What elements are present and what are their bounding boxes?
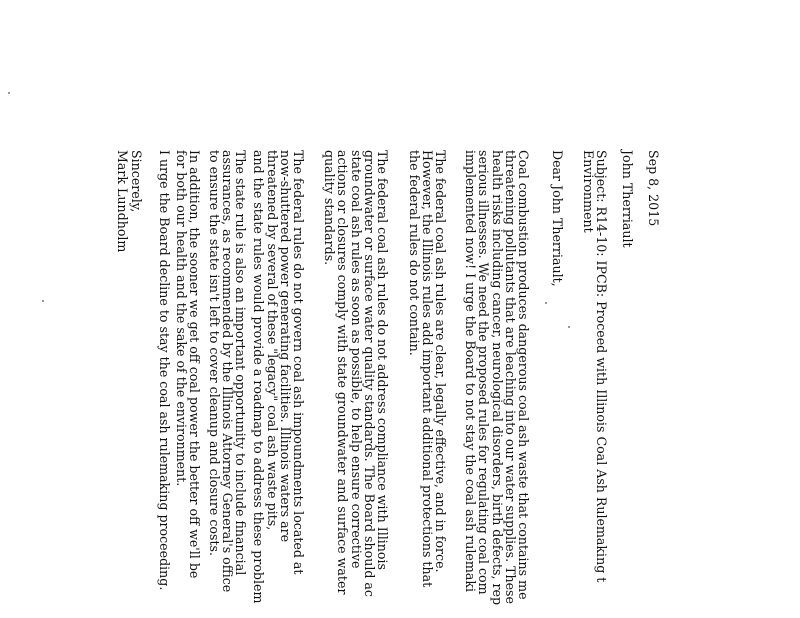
- paragraph-line: quality standards.: [322, 150, 338, 266]
- letter-subject: Subject: R14-10: IPCB: Proceed with Illinois Coal Ash Rulemaking t: [594, 150, 609, 583]
- paragraph-line: the federal rules do not contain.: [406, 150, 422, 356]
- paragraph-line: health risks including cancer, neurological disorders, birth defects, rep: [489, 150, 505, 606]
- paragraph-line: The state rule is also an important opportunity to include financial: [233, 150, 248, 576]
- letter-body: [100, 150, 660, 618]
- paragraph-line: Coal combustion produces dangerous coal ash waste that contains me: [516, 150, 531, 600]
- paragraph-line: for both our health and the sake of the environment.: [173, 150, 189, 487]
- paragraph-line: threatening pollutants that are leaching into our water supplies. These: [502, 150, 518, 604]
- scan-speck: [8, 92, 10, 94]
- paragraph-line: implemented now! I urge the Board to not stay the coal ash rulemaki: [463, 150, 479, 592]
- paragraph-line: The federal coal ash rules are clear, legally effective, and in force.: [433, 150, 448, 573]
- paragraph-line: actions or closures comply with state groundwater and surface water: [335, 150, 351, 595]
- paragraph-line: serious illnesses. We need the proposed rules for regulating coal com: [476, 150, 492, 595]
- letter-subject-continued: Environment: [581, 150, 596, 233]
- paragraph-line: state coal ash rules as soon as possible, to help ensure corrective: [348, 150, 364, 569]
- letter-date: Sep 8, 2015: [646, 150, 661, 227]
- scan-speck: [42, 300, 44, 302]
- paragraph-line: In addition, the sooner we get off coal power the better off we'll be: [187, 150, 202, 579]
- paragraph-groundwater: [323, 150, 389, 597]
- paragraph-line: to ensure the state isn't left to cover cleanup and closure costs.: [206, 150, 222, 556]
- paragraph-line: The federal coal ash rules do not address compliance with Illinois: [375, 150, 390, 570]
- paragraph-line: However, the Illinois rules add important additional protections that: [419, 150, 435, 588]
- paragraph-coal-power: [175, 150, 201, 578]
- paragraph-line: groundwater or surface water quality standards. The Board should ac: [361, 150, 377, 597]
- letter-signature: Mark Lundholm: [115, 150, 130, 253]
- letter-salutation: Dear John Therriault,: [550, 150, 565, 287]
- paragraph-line: I urge the Board decline to stay the coal ash rulemaking proceeding.: [157, 150, 172, 591]
- paragraph-line: and the state rules would provide a roadmap to address these problem: [251, 150, 267, 604]
- letter-recipient: John Therriault: [620, 150, 635, 248]
- paragraph-urge-board: [158, 150, 171, 590]
- paragraph-legacy-pits: [252, 150, 305, 603]
- paragraph-line: now-shuttered power generating facilities. Illinois waters are: [277, 150, 293, 543]
- paragraph-federal-rules-clear: [407, 150, 447, 587]
- paragraph-line: threatened by several of these "legacy" coal ash waste pits,: [264, 150, 280, 531]
- paragraph-coal-combustion: [464, 150, 530, 605]
- paragraph-financial-assurances: [207, 150, 247, 592]
- paragraph-line: assurances, as recommended by the Illinois Attorney General's office: [219, 150, 235, 593]
- paragraph-line: The federal rules do not govern coal ash impoundments located at: [291, 150, 306, 575]
- letter-closing: Sincerely,: [129, 150, 144, 213]
